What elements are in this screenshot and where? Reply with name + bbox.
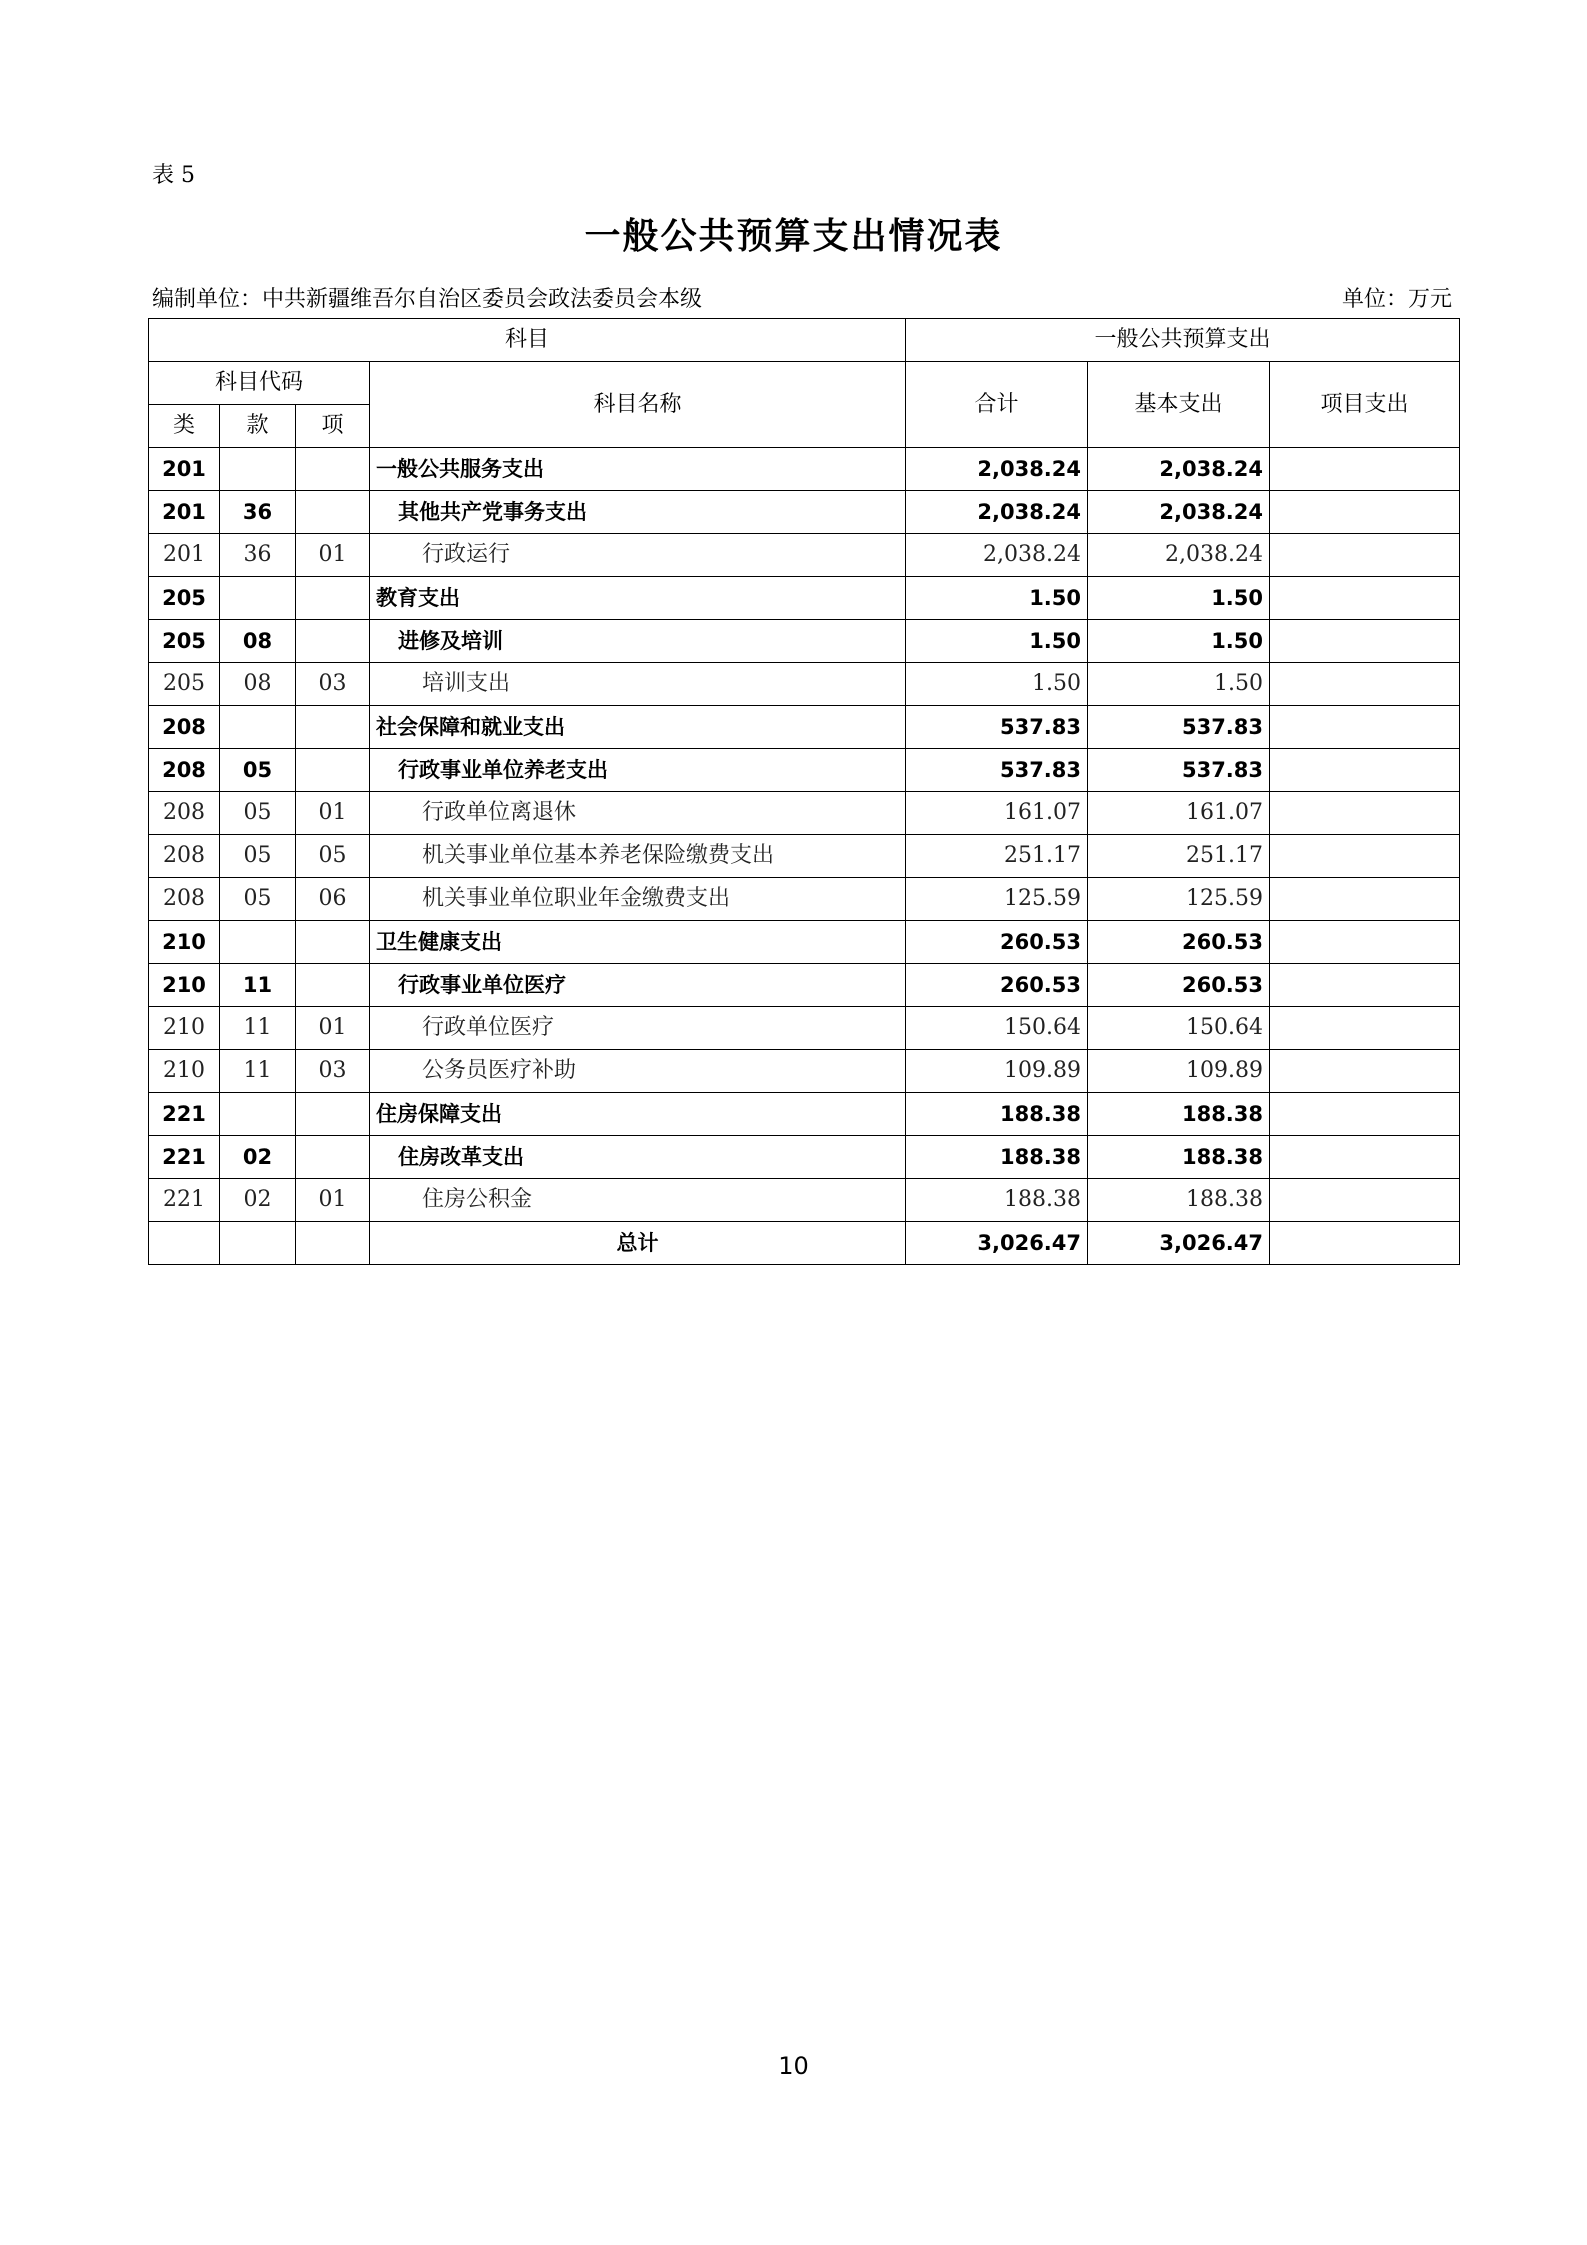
cell-xiang <box>296 1136 370 1179</box>
table-label: 表 5 <box>152 163 195 188</box>
header-lei: 类 <box>149 405 220 448</box>
cell-kuan: 05 <box>220 835 296 878</box>
cell-lei: 205 <box>149 577 220 620</box>
cell-xiang <box>296 706 370 749</box>
cell-lei: 208 <box>149 792 220 835</box>
cell-total: 188.38 <box>906 1093 1088 1136</box>
header-xiang: 项 <box>296 405 370 448</box>
cell-name: 行政单位医疗 <box>370 1007 906 1050</box>
header-budget-group: 一般公共预算支出 <box>906 319 1460 362</box>
cell-project <box>1270 706 1460 749</box>
cell-kuan: 02 <box>220 1179 296 1222</box>
cell-lei: 201 <box>149 448 220 491</box>
cell-basic: 188.38 <box>1088 1136 1270 1179</box>
cell-xiang: 03 <box>296 663 370 706</box>
cell-lei: 205 <box>149 663 220 706</box>
cell-xiang: 03 <box>296 1050 370 1093</box>
meta-line <box>152 282 1452 313</box>
cell-kuan <box>220 577 296 620</box>
grand-total-project <box>1270 1222 1460 1265</box>
cell-xiang: 01 <box>296 1007 370 1050</box>
cell-total: 2,038.24 <box>906 534 1088 577</box>
cell-name: 住房保障支出 <box>370 1093 906 1136</box>
page-title: 一般公共预算支出情况表 <box>584 216 1003 257</box>
cell-basic: 537.83 <box>1088 749 1270 792</box>
cell-project <box>1270 792 1460 835</box>
header-row-1 <box>149 319 1460 362</box>
table-row <box>149 1050 1460 1093</box>
cell-lei: 221 <box>149 1179 220 1222</box>
cell-name: 住房公积金 <box>370 1179 906 1222</box>
cell-kuan <box>220 1222 296 1265</box>
cell-name: 教育支出 <box>370 577 906 620</box>
table-row <box>149 706 1460 749</box>
org-label: 编制单位：中共新疆维吾尔自治区委员会政法委员会本级 <box>152 287 703 312</box>
table-row <box>149 1179 1460 1222</box>
cell-kuan: 36 <box>220 534 296 577</box>
header-basic: 基本支出 <box>1088 362 1270 448</box>
cell-total: 109.89 <box>906 1050 1088 1093</box>
cell-xiang <box>296 1093 370 1136</box>
cell-xiang <box>296 491 370 534</box>
table-row <box>149 878 1460 921</box>
cell-total: 2,038.24 <box>906 491 1088 534</box>
header-row-2 <box>149 362 1460 405</box>
cell-basic: 537.83 <box>1088 706 1270 749</box>
cell-total: 537.83 <box>906 706 1088 749</box>
table-row <box>149 921 1460 964</box>
cell-lei: 208 <box>149 749 220 792</box>
cell-basic: 1.50 <box>1088 620 1270 663</box>
cell-project <box>1270 964 1460 1007</box>
cell-xiang <box>296 749 370 792</box>
table-row <box>149 792 1460 835</box>
cell-name: 进修及培训 <box>370 620 906 663</box>
cell-lei: 210 <box>149 964 220 1007</box>
grand-total-basic: 3,026.47 <box>1088 1222 1270 1265</box>
cell-project <box>1270 835 1460 878</box>
cell-total: 1.50 <box>906 620 1088 663</box>
cell-basic: 161.07 <box>1088 792 1270 835</box>
cell-project <box>1270 534 1460 577</box>
cell-name: 行政事业单位医疗 <box>370 964 906 1007</box>
cell-xiang <box>296 1222 370 1265</box>
cell-project <box>1270 620 1460 663</box>
cell-project <box>1270 491 1460 534</box>
table-row <box>149 448 1460 491</box>
cell-basic: 188.38 <box>1088 1093 1270 1136</box>
cell-total: 251.17 <box>906 835 1088 878</box>
cell-xiang: 01 <box>296 1179 370 1222</box>
cell-xiang: 06 <box>296 878 370 921</box>
cell-kuan: 11 <box>220 964 296 1007</box>
cell-total: 188.38 <box>906 1136 1088 1179</box>
cell-lei: 210 <box>149 1050 220 1093</box>
cell-name: 行政单位离退休 <box>370 792 906 835</box>
cell-name: 其他共产党事务支出 <box>370 491 906 534</box>
cell-lei: 201 <box>149 491 220 534</box>
cell-project <box>1270 1093 1460 1136</box>
cell-total: 537.83 <box>906 749 1088 792</box>
cell-xiang <box>296 620 370 663</box>
cell-basic: 2,038.24 <box>1088 491 1270 534</box>
cell-xiang <box>296 964 370 1007</box>
cell-lei: 208 <box>149 706 220 749</box>
page-number: 10 <box>778 2052 809 2080</box>
table-row <box>149 1093 1460 1136</box>
cell-project <box>1270 749 1460 792</box>
header-name: 科目名称 <box>370 362 906 448</box>
cell-basic: 188.38 <box>1088 1179 1270 1222</box>
cell-name: 行政事业单位养老支出 <box>370 749 906 792</box>
cell-kuan: 05 <box>220 792 296 835</box>
cell-total: 1.50 <box>906 663 1088 706</box>
cell-name: 培训支出 <box>370 663 906 706</box>
cell-kuan <box>220 706 296 749</box>
cell-xiang: 01 <box>296 534 370 577</box>
table-row <box>149 1136 1460 1179</box>
cell-kuan <box>220 1093 296 1136</box>
cell-kuan: 11 <box>220 1050 296 1093</box>
cell-name: 一般公共服务支出 <box>370 448 906 491</box>
cell-lei: 208 <box>149 835 220 878</box>
cell-lei: 208 <box>149 878 220 921</box>
cell-lei: 210 <box>149 1007 220 1050</box>
cell-name: 机关事业单位基本养老保险缴费支出 <box>370 835 906 878</box>
table-row <box>149 835 1460 878</box>
cell-basic: 2,038.24 <box>1088 534 1270 577</box>
cell-kuan: 36 <box>220 491 296 534</box>
cell-total: 260.53 <box>906 964 1088 1007</box>
table-row <box>149 620 1460 663</box>
cell-basic: 260.53 <box>1088 921 1270 964</box>
cell-project <box>1270 1007 1460 1050</box>
cell-total: 1.50 <box>906 577 1088 620</box>
cell-basic: 125.59 <box>1088 878 1270 921</box>
cell-kuan: 11 <box>220 1007 296 1050</box>
cell-basic: 150.64 <box>1088 1007 1270 1050</box>
cell-total: 161.07 <box>906 792 1088 835</box>
table-row <box>149 534 1460 577</box>
cell-project <box>1270 577 1460 620</box>
cell-xiang <box>296 921 370 964</box>
header-total: 合计 <box>906 362 1088 448</box>
unit-label: 单位：万元 <box>1341 287 1452 312</box>
cell-xiang: 05 <box>296 835 370 878</box>
cell-lei: 221 <box>149 1093 220 1136</box>
cell-lei: 210 <box>149 921 220 964</box>
cell-name: 住房改革支出 <box>370 1136 906 1179</box>
cell-basic: 1.50 <box>1088 577 1270 620</box>
cell-project <box>1270 663 1460 706</box>
header-subject: 科目 <box>149 319 906 362</box>
cell-xiang: 01 <box>296 792 370 835</box>
cell-name: 行政运行 <box>370 534 906 577</box>
cell-kuan <box>220 448 296 491</box>
cell-basic: 109.89 <box>1088 1050 1270 1093</box>
cell-basic: 1.50 <box>1088 663 1270 706</box>
cell-total: 188.38 <box>906 1179 1088 1222</box>
cell-kuan <box>220 921 296 964</box>
cell-lei <box>149 1222 220 1265</box>
cell-name: 卫生健康支出 <box>370 921 906 964</box>
cell-lei: 221 <box>149 1136 220 1179</box>
cell-project <box>1270 878 1460 921</box>
cell-kuan: 02 <box>220 1136 296 1179</box>
table-row <box>149 491 1460 534</box>
cell-kuan: 05 <box>220 749 296 792</box>
cell-xiang <box>296 448 370 491</box>
cell-name: 公务员医疗补助 <box>370 1050 906 1093</box>
cell-name: 机关事业单位职业年金缴费支出 <box>370 878 906 921</box>
table-row <box>149 749 1460 792</box>
cell-kuan: 08 <box>220 663 296 706</box>
table-row <box>149 1007 1460 1050</box>
cell-lei: 205 <box>149 620 220 663</box>
grand-total-row <box>149 1222 1460 1265</box>
table-row <box>149 964 1460 1007</box>
cell-xiang <box>296 577 370 620</box>
cell-total: 150.64 <box>906 1007 1088 1050</box>
grand-total-total: 3,026.47 <box>906 1222 1088 1265</box>
header-kuan: 款 <box>220 405 296 448</box>
cell-total: 260.53 <box>906 921 1088 964</box>
table-row <box>149 577 1460 620</box>
cell-basic: 251.17 <box>1088 835 1270 878</box>
cell-kuan: 05 <box>220 878 296 921</box>
cell-project <box>1270 1136 1460 1179</box>
header-code-group: 科目代码 <box>149 362 370 405</box>
cell-project <box>1270 1179 1460 1222</box>
budget-table <box>148 318 1460 1265</box>
cell-total: 125.59 <box>906 878 1088 921</box>
table-row <box>149 663 1460 706</box>
cell-total: 2,038.24 <box>906 448 1088 491</box>
cell-basic: 260.53 <box>1088 964 1270 1007</box>
cell-basic: 2,038.24 <box>1088 448 1270 491</box>
cell-name: 社会保障和就业支出 <box>370 706 906 749</box>
cell-lei: 201 <box>149 534 220 577</box>
cell-project <box>1270 1050 1460 1093</box>
header-project: 项目支出 <box>1270 362 1460 448</box>
cell-project <box>1270 921 1460 964</box>
cell-kuan: 08 <box>220 620 296 663</box>
grand-total-label: 总计 <box>370 1222 906 1265</box>
cell-project <box>1270 448 1460 491</box>
